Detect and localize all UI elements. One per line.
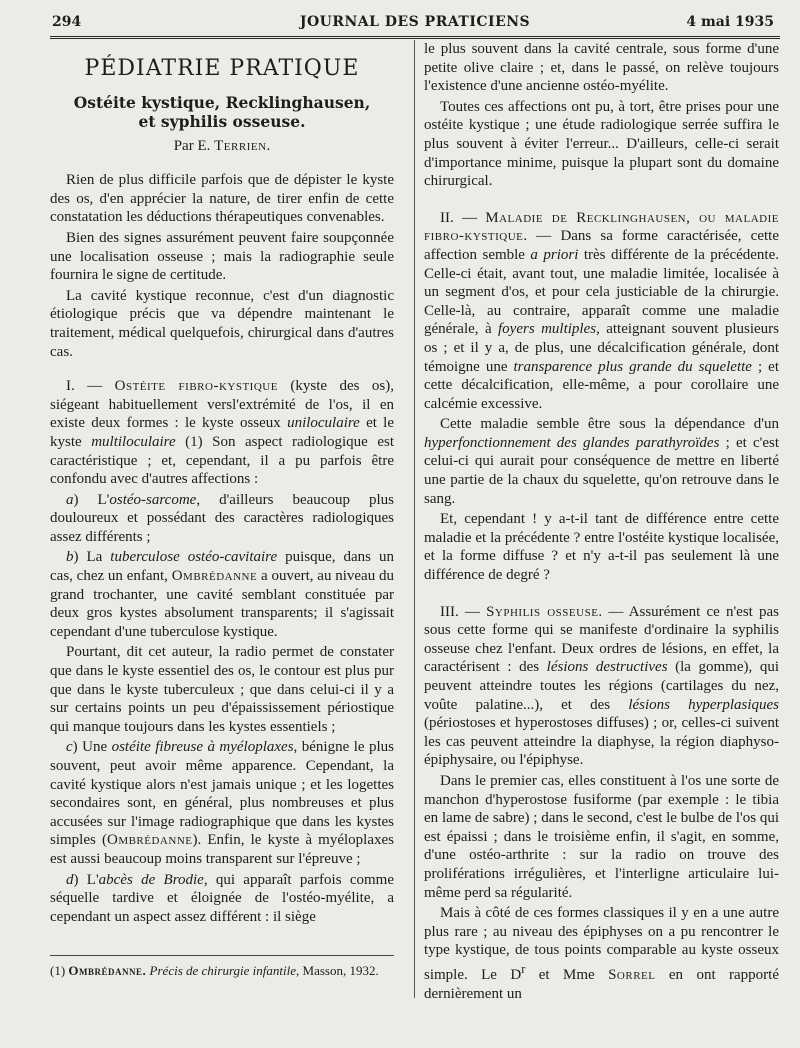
author-byline	[50, 137, 394, 156]
paragraph: le plus souvent dans la cavité centrale, sous forme d'une petite olive claire ; et, dans le passé, on relève toujours l'existence d'une ancienne ostéo-myélite.	[424, 41, 779, 95]
text-run: ) L'	[73, 491, 110, 508]
item-label: a	[66, 491, 74, 508]
section-number: III. —	[440, 603, 487, 620]
section-3-paragraph	[424, 603, 779, 770]
article-title-line2: et syphilis osseuse.	[138, 111, 306, 131]
list-item-a	[50, 491, 394, 547]
text-run: . — Dans sa forme caractérisée, cette affection semble	[424, 228, 779, 263]
section-number: I. —	[66, 378, 115, 395]
item-label: b	[66, 549, 74, 566]
footnote-author: Ombrédanne.	[68, 963, 147, 978]
paragraph: Et, cependant ! y a-t-il tant de différence entre cette maladie et la précédente ? entre l'ostéite kystique localisée, et la forme diffuse ? et n'y a-t-il pas seulement là une différence de degré ?	[424, 511, 779, 584]
text-run: et le kyste	[50, 415, 394, 450]
emphasis: ostéo-sarcome	[109, 491, 197, 508]
text-run: ; et cette décalcification, elle-même, a pour corollaire une calcémie excessive.	[424, 358, 779, 412]
header-rule	[50, 36, 780, 39]
section-title: PÉDIATRIE PRATIQUE	[84, 56, 360, 81]
issue-date: 4 mai 1935	[686, 14, 774, 30]
list-item-b	[50, 548, 394, 641]
paragraph: Toutes ces affections ont pu, à tort, être prises pour une ostéite kystique ; une étude radiologique serrée suffira le plus souvent à éviter l'erreur... D'ailleurs, celle-ci serait d'importance minime, puisque la plupart sont du domaine chirurgical.	[424, 98, 779, 190]
list-item-c	[50, 738, 394, 868]
paragraph	[424, 415, 779, 508]
cited-author: Ombrédanne	[171, 568, 258, 585]
emphasis: a priori	[530, 246, 579, 263]
emphasis: abcès de Brodie	[98, 871, 204, 888]
list-item-d	[50, 871, 394, 927]
section-heading: Maladie de Recklinghausen, ou maladie fibro-kystique	[424, 209, 779, 245]
emphasis: tuberculose ostéo-cavitaire	[110, 549, 278, 566]
emphasis: uniloculaire	[287, 415, 360, 432]
footnote-number: (1)	[50, 963, 69, 978]
section-1-paragraph	[50, 377, 394, 489]
text-run: (périostoses et hyperostoses diffuses) ; or, celles-ci suivent les cas peuvent atteindre la diaphyse, la région diaphyso-épiphysaire, ou l'épiphyse.	[424, 715, 779, 769]
column-divider	[414, 40, 415, 998]
item-label: c	[66, 739, 73, 756]
text-run: , bénigne le plus souvent, peut avoir même apparence. Cependant, la cavité kystique alors n'est jamais unique ; et les logettes secondaires sont, en général, plus nombreuses et plus accusées sur l'image radiographique que dans les kystes simples (	[50, 739, 394, 849]
text-run: Mais à côté de ces formes classiques il y en a une autre plus rare ; au niveau des épiphyses on a pu rencontrer le type kystique, de tous points comparable au kyste osseux simple. Le D	[424, 905, 779, 983]
emphasis: ostéite fibreuse à myéloplaxes	[111, 739, 294, 756]
emphasis: hyperfonctionnement des glandes parathyroïdes	[424, 434, 720, 451]
text-run: ; et c'est celui-ci qui aurait pour conséquence de mettre en liberté une partie de la chaux du squelette, qu'on retrouve dans le sang.	[424, 434, 779, 507]
text-run: ) La	[73, 549, 111, 566]
left-column	[50, 40, 394, 928]
text-run: a ouvert, au niveau du grand trochanter, une cavité semblant constituée par deux gros kystes absolument transparents; il s'agissait cependant d'une tuberculose kystique.	[50, 568, 394, 640]
text-run: en ont rapporté dernièrement un	[424, 966, 779, 1002]
author-suffix: .	[266, 137, 271, 154]
text-run: ) L'	[73, 871, 99, 888]
section-heading: Syphilis osseuse	[486, 603, 599, 620]
page-number: 294	[52, 14, 82, 30]
emphasis: transparence plus grande du squelette	[513, 358, 752, 375]
section-2-paragraph	[424, 209, 779, 414]
superscript: r	[521, 961, 526, 976]
running-header	[50, 12, 780, 36]
section-number: II. —	[440, 209, 486, 226]
footnote-rule	[50, 955, 394, 956]
footnote-publisher: Masson, 1932.	[299, 963, 379, 978]
article-title-line1: Ostéite kystique, Recklinghausen,	[73, 92, 371, 112]
text-run: , d'ailleurs beaucoup plus douloureux et possédant des caractères radiologiques assez différents ;	[50, 491, 394, 545]
section-heading: Ostéite fibro-kystique	[114, 378, 278, 395]
text-run: . — Assurément ce n'est pas sous cette forme qui se manifeste d'ordinaire la syphilis osseuse chez l'enfant. Deux ordres de lésions, en effet, la caractérisent : des	[424, 603, 779, 676]
paragraph	[424, 904, 779, 1003]
text-run: , atteignant souvent plusieurs os ; et il y a, de plus, une décalcification générale, dont témoigne une	[424, 321, 780, 375]
paragraph: Rien de plus difficile parfois que de dépister le kyste des os, d'en apprécier la nature, de tirer enfin de cette constatation les déductions thérapeutiques convenables.	[50, 172, 394, 226]
journal-name: JOURNAL DES PRATICIENS	[299, 14, 531, 30]
emphasis: multiloculaire	[91, 433, 176, 450]
text-run: très différente de la précédente. Celle-ci était, avant tout, une maladie limitée, localisée à un segment d'os, et pour cela justiciable de la chirurgie. Celle-là, au contraire, apparaît comme une maladie générale, à	[424, 246, 780, 338]
paragraph: Dans le premier cas, elles constituent à l'os une sorte de manchon d'hyperostose fusiforme (par exemple : le tibia en lame de sabre) ; dans le second, c'est le bulbe de l'os qui est épaissi ; dans le troisième enfin, il s'agit, en somme, d'une ostéo-arthrite : sur la radio on trouve des proliférations irrégulières, et l'interligne articulaire lui-même perd sa régularité.	[424, 772, 779, 901]
cited-author: Ombrédanne	[106, 832, 193, 849]
emphasis: lésions destructives	[546, 659, 668, 676]
paragraph: Pourtant, dit cet auteur, la radio permet de constater que dans le kyste essentiel des os, le contour est plus pur que dans le kyste tuberculeux ; que dans celui-ci il y a sur certains points un peu d'épaississement périostique qui manque toujours dans les kystes essentiels ;	[50, 644, 394, 735]
footnote	[50, 963, 394, 979]
text-run: et Mme	[525, 966, 609, 983]
footnote-title: Précis de chirurgie infantile,	[146, 963, 300, 978]
text-run: ). Enfin, le kyste à myéloplaxes est aussi beaucoup moins transparent sur l'épreuve ;	[50, 832, 394, 867]
emphasis: foyers multiples	[498, 321, 597, 338]
right-column	[424, 40, 779, 1005]
article-title	[50, 93, 394, 131]
author-prefix: Par E.	[173, 137, 215, 154]
paragraph: Bien des signes assurément peuvent faire soupçonnée une localisation osseuse ; mais la radiographie seule fournira le signe de certitude.	[50, 229, 394, 284]
paragraph: La cavité kystique reconnue, c'est d'un diagnostic étiologique précis que va dépendre maintenant le traitement, médical quelquefois, chirurgical dans d'autres cas.	[50, 287, 394, 360]
item-label: d	[66, 871, 74, 888]
text-run: Cette maladie semble être sous la dépendance d'un	[440, 416, 779, 433]
emphasis: lésions hyperplasiques	[628, 696, 779, 713]
cited-author: Sorrel	[608, 966, 656, 983]
author-name: Terrien	[214, 137, 267, 154]
text-run: ) Une	[72, 739, 112, 756]
text-run: (la gomme), qui peuvent atteindre toutes les régions (cartilages du nez, voûte palatine...), et des	[424, 659, 779, 713]
text-run: puisque, dans un cas, chez un enfant,	[50, 549, 394, 585]
text-run: (1) Son aspect radiologique est caractéristique ; et, cependant, il a pu parfois être confondu avec d'autres affections :	[50, 433, 394, 488]
text-run: , qui apparaît parfois comme séquelle tardive et éloignée de l'ostéo-myélite, a cependant un aspect assez différent : il siège	[50, 871, 394, 925]
text-run: (kyste des os), siégeant habituellement versl'extrémité de l'os, il en existe deux formes : le kyste osseux	[50, 378, 394, 432]
